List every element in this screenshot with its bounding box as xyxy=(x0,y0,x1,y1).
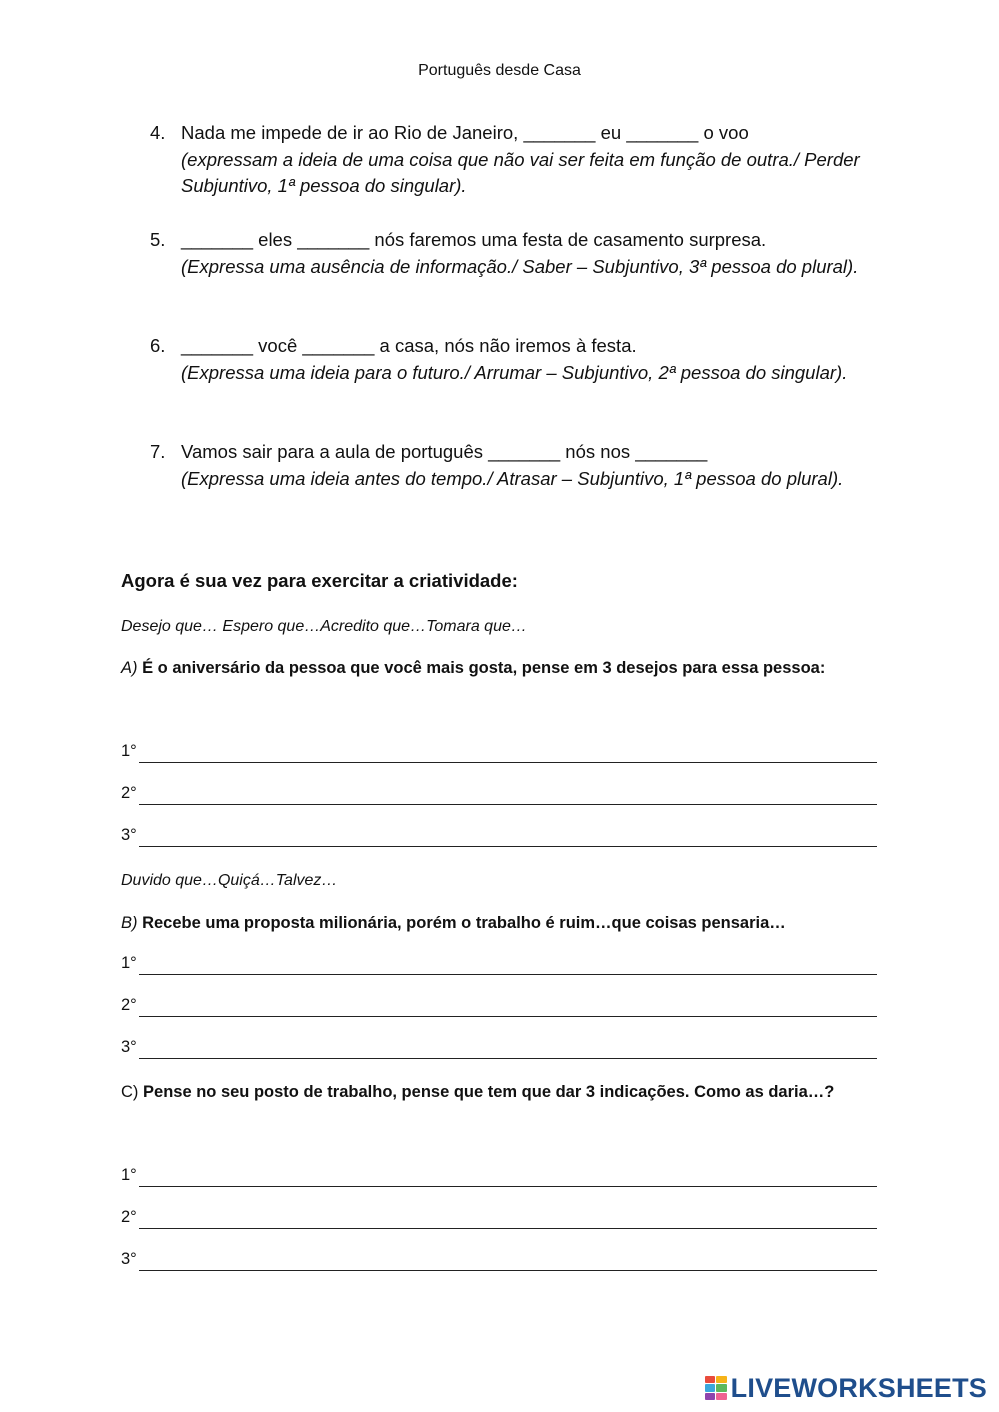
logo-square xyxy=(716,1393,727,1400)
prompt-letter: B) xyxy=(121,914,138,932)
exercise-hint: (Expressa uma ideia para o futuro./ Arrumar – Subjuntivo, 2ª pessoa do singular). xyxy=(181,361,848,383)
liveworksheets-icon xyxy=(705,1376,727,1400)
answer-label: 3° xyxy=(121,1038,137,1056)
sentence-starters-a: Desejo que… Espero que…Acredito que…Tomara que… xyxy=(121,618,527,635)
answer-underline xyxy=(139,1270,877,1271)
answer-underline xyxy=(139,762,877,763)
answer-label: 1° xyxy=(121,1166,137,1184)
exercise-hint: (expressam a ideia de uma coisa que não vai ser feita em função de outra./ Perder Subjuntivo, 1ª pessoa do singular). xyxy=(181,148,860,196)
exercise-hint: (Expressa uma ideia antes do tempo./ Atrasar – Subjuntivo, 1ª pessoa do plural). xyxy=(181,467,844,489)
answer-underline xyxy=(139,846,877,847)
exercise-number: 6. xyxy=(150,335,166,356)
answer-line[interactable] xyxy=(121,742,877,764)
prompt-a xyxy=(121,647,881,690)
logo-square xyxy=(705,1384,716,1391)
prompt-text: Recebe uma proposta milionária, porém o trabalho é ruim…que coisas pensaria… xyxy=(142,914,786,932)
answer-line[interactable] xyxy=(121,1208,877,1230)
answer-underline xyxy=(139,804,877,805)
logo-square xyxy=(716,1384,727,1391)
prompt-letter: C) xyxy=(121,1083,139,1101)
answer-label: 2° xyxy=(121,1208,137,1226)
answer-label: 2° xyxy=(121,996,137,1014)
brand-name: LIVEWORKSHEETS xyxy=(730,1372,987,1403)
answer-line[interactable] xyxy=(121,1250,877,1272)
answer-underline xyxy=(139,1186,877,1187)
answer-underline xyxy=(139,1016,877,1017)
prompt-c xyxy=(121,1071,881,1114)
exercise-number: 5. xyxy=(150,229,166,250)
answer-line[interactable] xyxy=(121,996,877,1018)
prompt-text: Pense no seu posto de trabalho, pense que tem que dar 3 indicações. Como as daria…? xyxy=(143,1083,835,1101)
answer-line[interactable] xyxy=(121,1038,877,1060)
logo-square xyxy=(716,1376,727,1383)
answer-underline xyxy=(139,974,877,975)
prompt-letter: A) xyxy=(121,659,138,677)
exercise-sentence: _______ eles _______ nós faremos uma festa de casamento surpresa. xyxy=(181,229,767,250)
answer-label: 3° xyxy=(121,826,137,844)
exercise-number: 4. xyxy=(150,122,166,143)
answer-label: 1° xyxy=(121,954,137,972)
answer-line[interactable] xyxy=(121,1166,877,1188)
section-title: Agora é sua vez para exercitar a criatividade: xyxy=(121,570,518,591)
exercise-sentence: Nada me impede de ir ao Rio de Janeiro, _______ eu _______ o voo xyxy=(181,122,749,143)
prompt-b xyxy=(121,902,881,945)
answer-line[interactable] xyxy=(121,954,877,976)
logo-square xyxy=(705,1376,716,1383)
exercise-number: 7. xyxy=(150,441,166,462)
exercise-hint: (Expressa uma ausência de informação./ Saber – Subjuntivo, 3ª pessoa do plural). xyxy=(181,255,859,277)
prompt-text: É o aniversário da pessoa que você mais gosta, pense em 3 desejos para essa pessoa: xyxy=(142,659,826,677)
answer-label: 2° xyxy=(121,784,137,802)
page-header: Português desde Casa xyxy=(418,62,581,79)
answer-label: 3° xyxy=(121,1250,137,1268)
liveworksheets-logo[interactable] xyxy=(705,1372,987,1404)
logo-square xyxy=(705,1393,716,1400)
answer-line[interactable] xyxy=(121,826,877,848)
answer-label: 1° xyxy=(121,742,137,760)
answer-line[interactable] xyxy=(121,784,877,806)
answer-underline xyxy=(139,1228,877,1229)
sentence-starters-b: Duvido que…Quiçá…Talvez… xyxy=(121,872,338,889)
answer-underline xyxy=(139,1058,877,1059)
exercise-sentence: _______ você _______ a casa, nós não iremos à festa. xyxy=(181,335,637,356)
exercise-sentence: Vamos sair para a aula de português _______ nós nos _______ xyxy=(181,441,708,462)
